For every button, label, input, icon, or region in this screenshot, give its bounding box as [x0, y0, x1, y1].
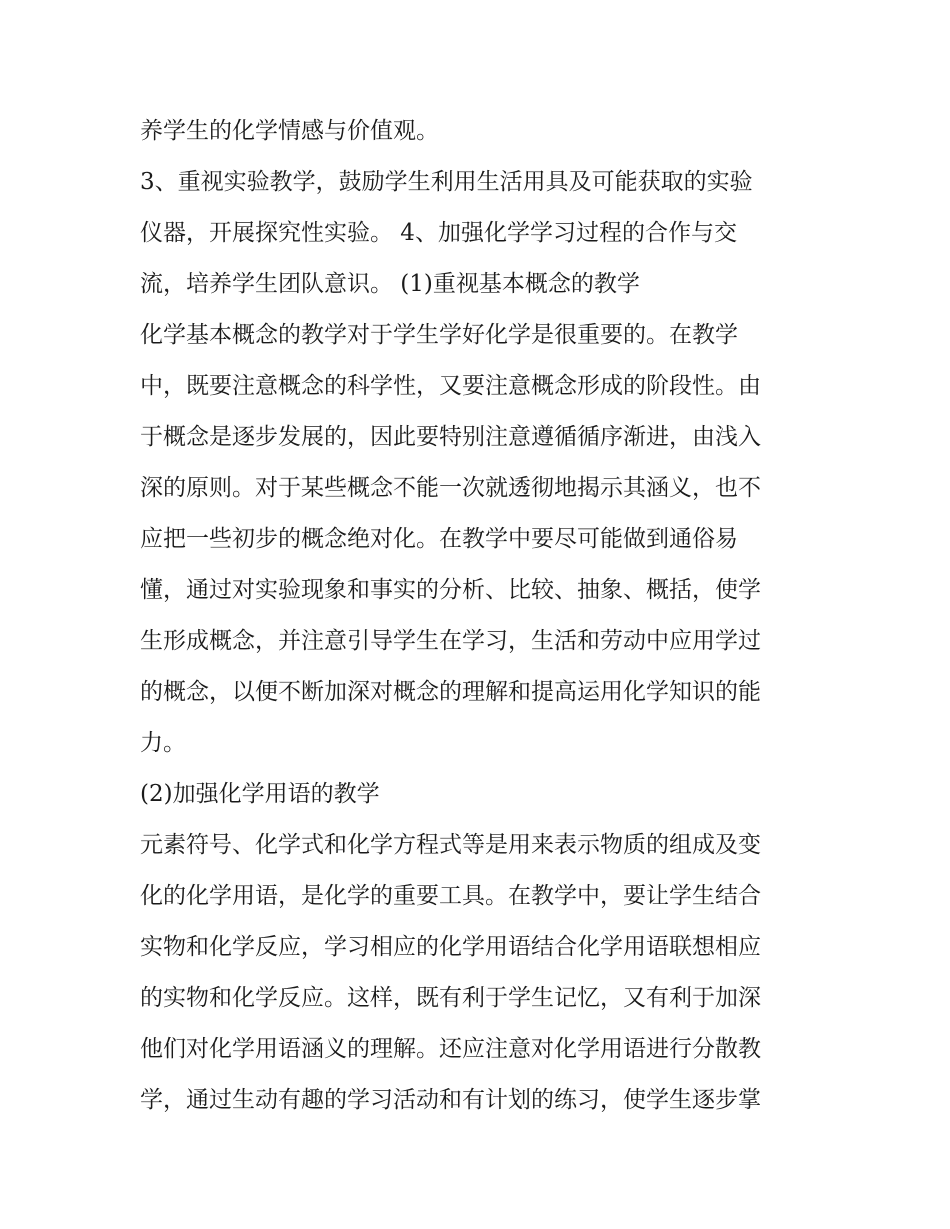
text-line: 中，既要注意概念的科学性，又要注意概念形成的阶段性。由 — [140, 373, 761, 399]
text-line: 应把一些初步的概念绝对化。在教学中要尽可能做到通俗易 — [140, 526, 738, 552]
text-line: 的实物和化学反应。这样，既有利于学生记忆，又有利于加深 — [140, 985, 761, 1011]
text-line: 的概念，以便不断加深对概念的理解和提高运用化学知识的能 — [140, 679, 761, 705]
text-line: 化的化学用语，是化学的重要工具。在教学中，要让学生结合 — [140, 883, 761, 909]
text-line: 化学基本概念的教学对于学生学好化学是很重要的。在教学 — [140, 322, 738, 348]
text-line: 养学生的化学情感与价值观。 — [140, 118, 439, 144]
text-line: 懂，通过对实验现象和事实的分析、比较、抽象、概括，使学 — [140, 577, 761, 603]
text-line: 力。 — [140, 730, 186, 756]
text-line: 3、重视实验教学，鼓励学生利用生活用具及可能获取的实验 — [140, 169, 753, 195]
section-heading: (2)加强化学用语的教学 — [140, 781, 380, 807]
text-line: 生形成概念，并注意引导学生在学习，生活和劳动中应用学过 — [140, 628, 761, 654]
text-line: 流，培养学生团队意识。 (1)重视基本概念的教学 — [140, 271, 640, 297]
text-line: 于概念是逐步发展的，因此要特别注意遵循循序渐进，由浅入 — [140, 424, 761, 450]
document-body — [140, 106, 820, 1126]
text-line: 实物和化学反应，学习相应的化学用语结合化学用语联想相应 — [140, 934, 761, 960]
text-line: 仪器，开展探究性实验。 4、加强化学学习过程的合作与交 — [140, 220, 737, 246]
text-line: 深的原则。对于某些概念不能一次就透彻地揭示其涵义，也不 — [140, 475, 761, 501]
text-line: 他们对化学用语涵义的理解。还应注意对化学用语进行分散教 — [140, 1036, 761, 1062]
text-line: 学，通过生动有趣的学习活动和有计划的练习，使学生逐步掌 — [140, 1087, 761, 1113]
text-line: 元素符号、化学式和化学方程式等是用来表示物质的组成及变 — [140, 832, 761, 858]
